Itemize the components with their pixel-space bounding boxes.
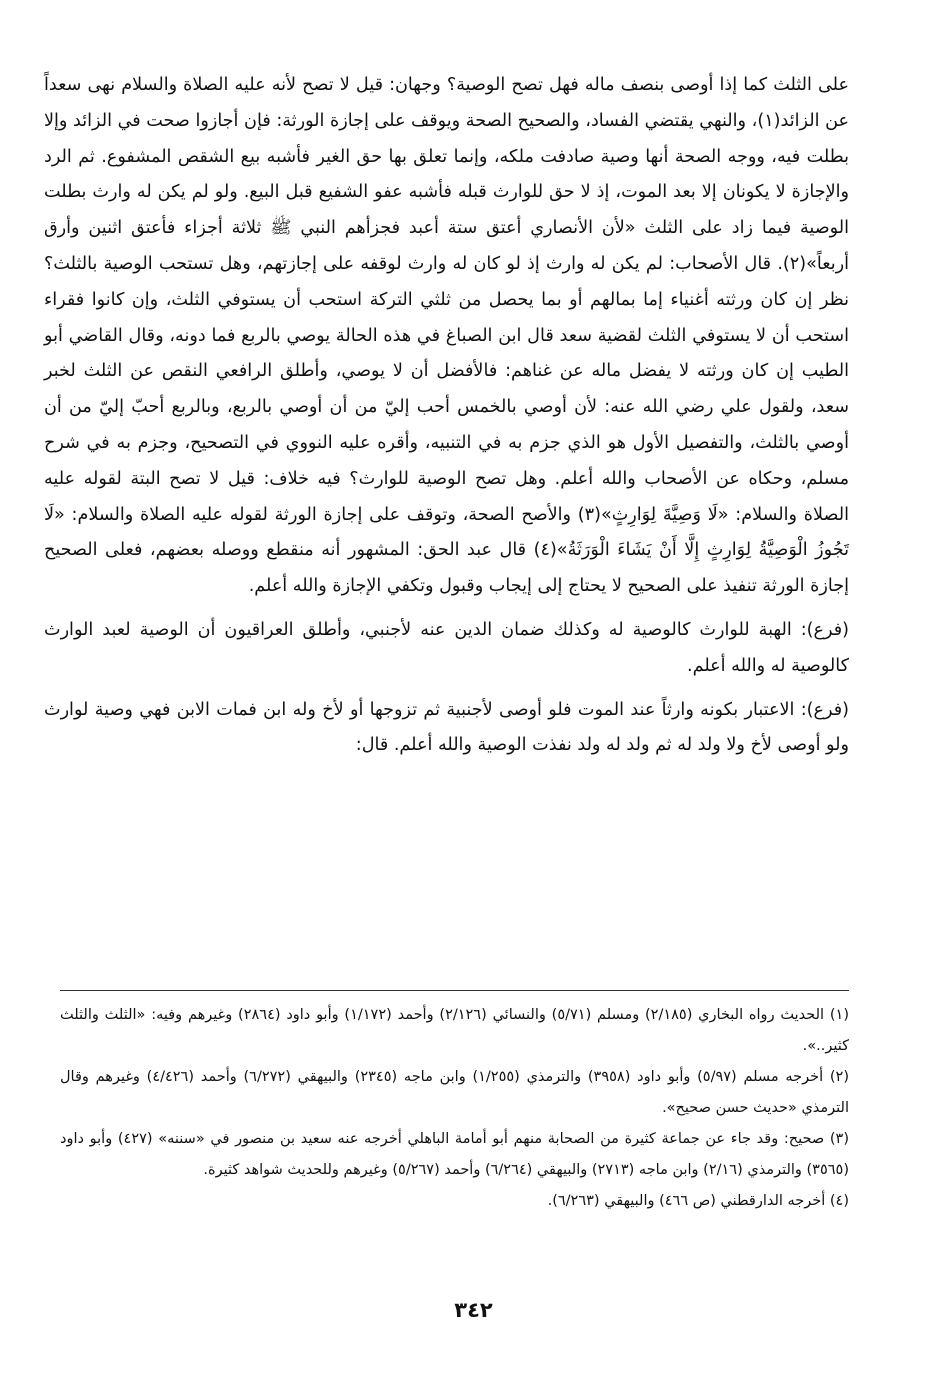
footnote-divider (60, 990, 849, 991)
footnote-1: (١) الحديث رواه البخاري (٢/١٨٥) ومسلم (٥/٧١) والنسائي (٢/١٢٦) وأحمد (١/١٧٢) وأبو داود (٢٨٦٤) وغيرهم وفيه: «الثلث والثلث كثير..». (60, 1007, 849, 1054)
footnote-4: (٤) أخرجه الدارقطني (ص ٤٦٦) والبيهقي (٦/٢٦٣). (547, 1193, 849, 1209)
page-number: ٣٤٢ (454, 1298, 493, 1322)
paragraph-main: على الثلث كما إذا أوصى بنصف ماله فهل تصح الوصية؟ وجهان: قيل لا تصح لأنه عليه الصلاة والسلام نهى سعداً عن الزائد(١)، والنهي يقتضي الفساد، والصحيح الصحة ويوقف على إجازة الورثة: فإن أجازوا صحت في الزائد وإلا بطلت فيه، ووجه الصحة أنها وصية صادفت ملكه، وإنما تعلق بها حق الغير فأشبه بيع الشقص المشفوع. ثم الرد والإجازة لا يكونان إلا بعد الموت، إذ لا حق للوارث قبله فأشبه عفو الشفيع قبل البيع. ولو لم يكن له وارث بطلت الوصية فيما زاد على الثلث «لأن الأنصاري أعتق ستة أعبد فجزأهم النبي ﷺ ثلاثة أجزاء فأعتق اثنين وأرق أربعاً»(٢). قال الأصحاب: لم يكن له وارث إذ لو كان له وارث لوقفه على إجازتهم، وهل تستحب الوصية بالثلث؟ نظر إن كان ورثته أغنياء إما بمالهم أو بما يحصل من ثلثي التركة استحب أن يستوفي الثلث، وإن كانوا فقراء استحب أن لا يستوفي الثلث لقضية سعد قال ابن الصباغ في هذه الحالة يوصي بالربع فما دونه، وقال القاضي أبو الطيب إن كان ورثته لا يفضل ماله عن غناهم: فالأفضل أن لا يوصي، وأطلق الرافعي النقص عن الثلث لخبر سعد، ولقول علي رضي الله عنه: لأن أوصي بالخمس أحب إليّ من أن أوصي بالربع، وبالربع أحبّ إليّ من أن أوصي بالثلث، والتفصيل الأول هو الذي جزم به في التنبيه، وأقره عليه النووي في التصحيح، وجزم به في شرح مسلم، وحكاه عن الأصحاب والله أعلم. وهل تصح الوصية للوارث؟ فيه خلاف: قيل لا تصح البتة لقوله عليه الصلاة والسلام: «لَا وَصِيَّةَ لِوَارِثٍ»(٣) والأصح الصحة، وتوقف على إجازة الورثة لقوله عليه الصلاة والسلام: «لَا تَجُوزُ الْوَصِيَّةُ لِوَارِثٍ إِلَّا أَنْ يَشَاءَ الْوَرَثَةُ»(٤) قال عبد الحق: المشهور أنه منقطع ووصله بعضهم، فعلى الصحيح إجازة الورثة تنفيذ على الصحيح لا يحتاج إلى إيجاب وقبول وتكفي الإجازة والله أعلم. (44, 75, 850, 597)
main-text (44, 68, 849, 764)
paragraph-branch-heir: (فرع): الاعتبار بكونه وارثاً عند الموت فلو أوصى لأجنبية ثم تزوجها أو لأخ وله ابن فمات الابن فهي وصية لوارث ولو أوصى لأخ ولا ولد له ثم ولد له ولد نفذت الوصية والله أعلم. قال: (44, 699, 849, 756)
paragraph-branch-gift: (فرع): الهبة للوارث كالوصية له وكذلك ضمان الدين عنه لأجنبي، وأطلق العراقيون أن الوصية لعبد الوارث كالوصية له والله أعلم. (44, 619, 849, 676)
footnotes (60, 1000, 849, 1217)
footnote-3: (٣) صحيح: وقد جاء عن جماعة كثيرة من الصحابة منهم أبو أمامة الباهلي أخرجه عنه سعيد بن منصور في «سننه» (٤٢٧) وأبو داود (٣٥٦٥) والترمذي (٢/١٦) وابن ماجه (٢٧١٣) والبيهقي (٦/٢٦٤) وأحمد (٥/٢٦٧) وغيرهم وللحديث شواهد كثيرة. (60, 1131, 849, 1178)
footnote-2: (٢) أخرجه مسلم (٥/٩٧) وأبو داود (٣٩٥٨) والترمذي (١/٢٥٥) وابن ماجه (٢٣٤٥) والبيهقي (٦/٢٧٢) وأحمد (٤/٤٢٦) وغيرهم وقال الترمذي «حديث حسن صحيح». (60, 1069, 849, 1116)
